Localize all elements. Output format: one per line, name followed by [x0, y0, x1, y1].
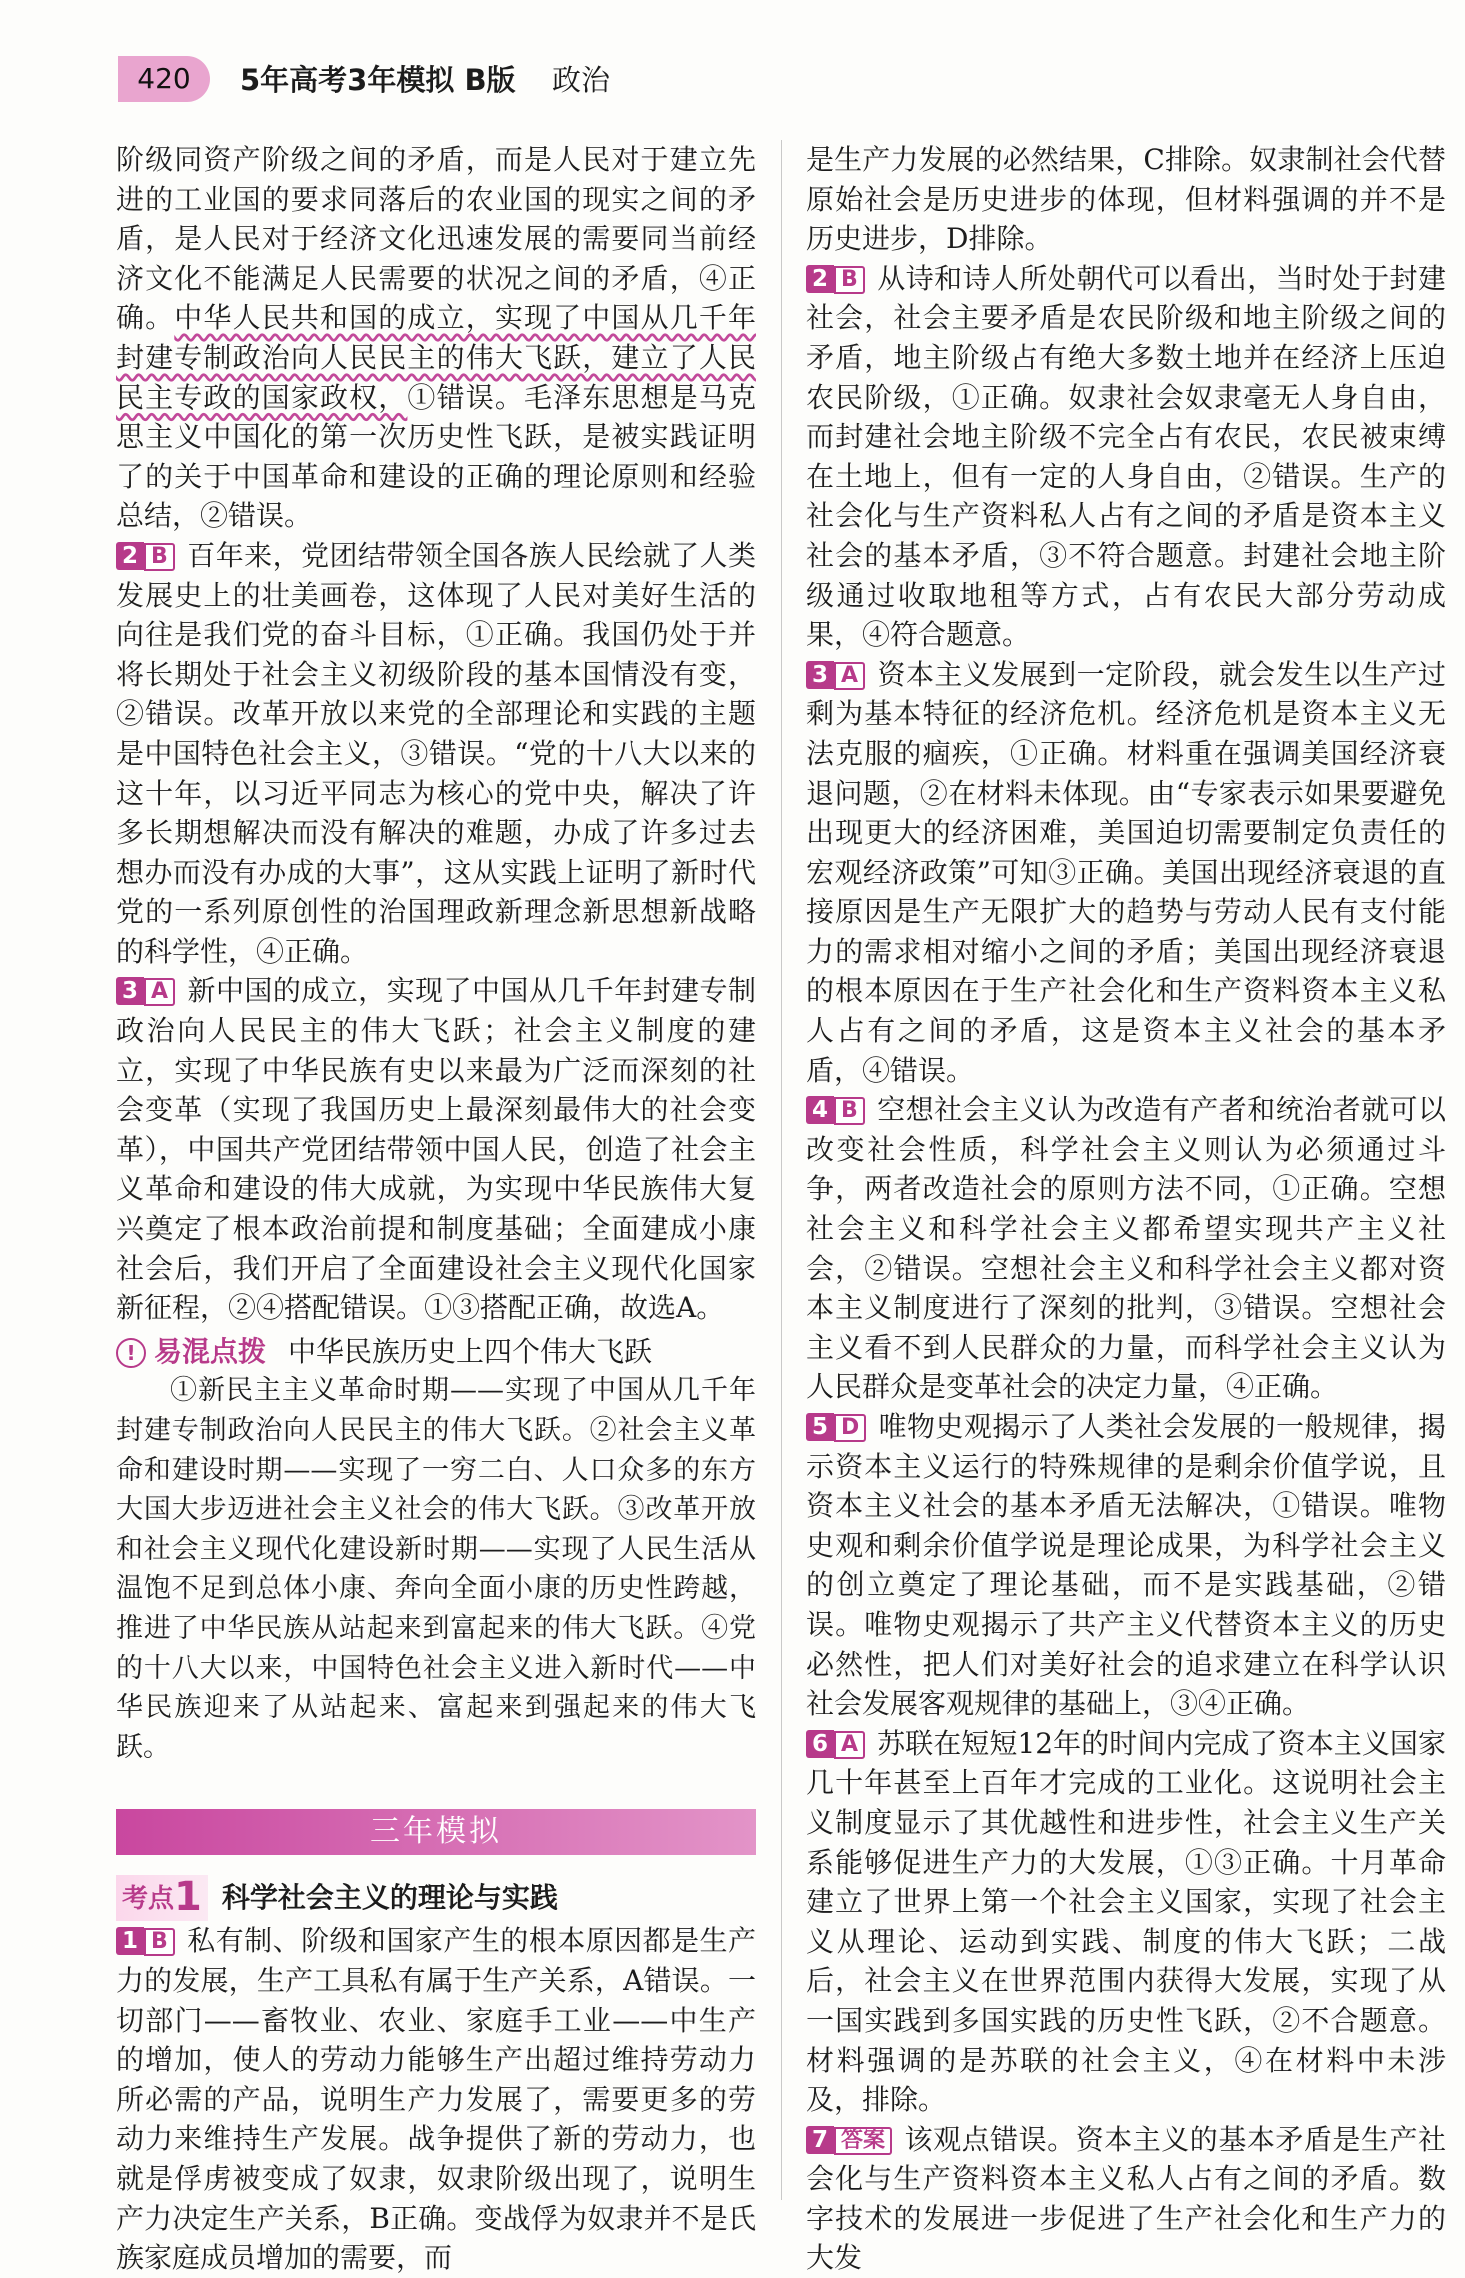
question-number: 3 [116, 977, 144, 1005]
left-column [116, 140, 756, 2278]
section-banner: 三年模拟 [116, 1809, 756, 1855]
page-number: 420 [118, 56, 210, 102]
answer-item [806, 2120, 1446, 2278]
tip-title: 中华民族历史上四个伟大飞跃 [288, 1334, 653, 1368]
question-number: 6 [806, 1730, 834, 1758]
answer-letter: B [834, 1097, 865, 1125]
answer-item [806, 1407, 1446, 1724]
tip-label: 易混点拨 [154, 1334, 267, 1368]
answer-letter: A [144, 978, 175, 1006]
question-number: 2 [116, 542, 144, 570]
explanation-text: 空想社会主义认为改造有产者和统治者就可以改变社会性质，科学社会主义则认为必须通过斗争，两者改造社会的原则方法不同，①正确。空想社会主义和科学社会主义都希望实现共产主义社会，②错误。空想社会主义和科学社会主义都对资本主义制度进行了深刻的批判，③错误。空想社会主义看不到人民群众的力量，而科学社会主义认为人民群众是变革社会的决定力量，④正确。 [806, 1093, 1446, 1404]
question-number: 7 [806, 2126, 834, 2154]
explanation-text: 私有制、阶级和国家产生的根本原因都是生产力的发展，生产工具私有属于生产关系，A错误。一切部门——畜牧业、农业、家庭手工业——中生产的增加，使人的劳动力能够生产出超过维持劳动力所必需的产品，说明生产力发展了，需要更多的劳动力来维持生产发展。战争提供了新的劳动力，也就是俘虏被变成了奴隶，奴隶阶级出现了，说明生产力决定生产关系，B正确。变战俘为奴隶并不是氏族家庭成员增加的需要，而 [116, 1924, 756, 2275]
explanation-text: 百年来，党团结带领全国各族人民绘就了人类发展史上的壮美画卷，这体现了人民对美好生活的向往是我们党的奋斗目标，①正确。我国仍处于并将长期处于社会主义初级阶段的基本国情没有变，②错误。改革开放以来党的全部理论和实践的主题是中国特色社会主义，③错误。“党的十八大以来的这十年，以习近平同志为核心的党中央，解决了许多长期想解决而没有解决的难题，办成了许多过去想办而没有办成的大事”，这从实践上证明了新时代党的一系列原创性的治国理政新理念新思想新战略的科学性，④正确。 [116, 538, 756, 968]
wavy-underlined-text: 中华人民共和国的成立，实现了中国从几千年封建专制政治向人民民主的伟大飞跃，建立了人民民主专政的国家政权， [116, 301, 756, 414]
answer-item [116, 536, 756, 972]
explanation-text: 新中国的成立，实现了中国从几千年封建专制政治向人民民主的伟大飞跃；社会主义制度的建立，实现了中华民族有史以来最为广泛而深刻的社会变革（实现了我国历史上最深刻最伟大的社会变革），中国共产党团结带领中国人民，创造了社会主义革命和建设的伟大成就，为实现中华民族伟大复兴奠定了根本政治前提和制度基础；全面建成小康社会后，我们开启了全面建设社会主义现代化国家新征程，②④搭配错误。①③搭配正确，故选A。 [116, 974, 756, 1325]
answer-item [116, 1921, 756, 2277]
exclamation-icon: ! [116, 1338, 146, 1368]
explanation-text: 从诗和诗人所处朝代可以看出，当时处于封建社会，社会主要矛盾是农民阶级和地主阶级之间的矛盾，地主阶级占有绝大多数土地并在经济上压迫农民阶级，①正确。奴隶社会奴隶毫无人身自由，而封建社会地主阶级不完全占有农民，农民被束缚在土地上，但有一定的人身自由，②错误。生产的社会化与生产资料私人占有之间的矛盾是资本主义社会的基本矛盾，③不符合题意。封建社会地主阶级通过收取地租等方式，占有农民大部分劳动成果，④符合题意。 [806, 261, 1446, 652]
answer-letter: B [144, 543, 175, 571]
book-title: 5年高考3年模拟 B版 [240, 63, 516, 97]
intro-paragraph [116, 140, 756, 536]
answer-letter: B [834, 266, 865, 294]
answer-item [806, 259, 1446, 655]
right-column [806, 140, 1446, 2278]
answer-letter: A [834, 662, 865, 690]
question-number: 3 [806, 661, 834, 689]
intro-text-end: ①错误。毛泽东思想是马克思主义中国化的第一次历史性飞跃，是被实践证明了的关于中国革命和建设的正确的理论原则和经验总结，②错误。 [116, 380, 756, 533]
explanation-text: 该观点错误。资本主义的基本矛盾是生产社会化与生产资料资本主义私人占有之间的矛盾。数字技术的发展进一步促进了生产社会化和生产力的大发 [806, 2122, 1446, 2275]
subject-label: 政治 [552, 63, 611, 97]
explanation-text: 资本主义发展到一定阶段，就会发生以生产过剩为基本特征的经济危机。经济危机是资本主义无法克服的痼疾，①正确。材料重在强调美国经济衰退问题，②在材料未体现。由“专家表示如果要避免出现更大的经济困难，美国迫切需要制定负责任的宏观经济政策”可知③正确。美国出现经济衰退的直接原因是生产无限扩大的趋势与劳动人民有支付能力的需求相对缩小之间的矛盾；美国出现经济衰退的根本原因在于生产社会化和生产资料资本主义私人占有之间的矛盾，这是资本主义社会的基本矛盾，④错误。 [806, 657, 1446, 1087]
kaodian-label: 考点 [122, 1884, 175, 1915]
tip-box [116, 1332, 756, 1768]
answer-item [116, 971, 756, 1327]
answer-item [806, 1724, 1446, 2120]
continuation-paragraph: 是生产力发展的必然结果，C排除。奴隶制社会代替原始社会是历史进步的体现，但材料强调的并不是历史进步，D排除。 [806, 143, 1446, 256]
question-number: 2 [806, 265, 834, 293]
question-number: 4 [806, 1096, 834, 1124]
question-number: 1 [116, 1927, 144, 1955]
page-header [0, 0, 1465, 120]
tip-body: ①新民主主义革命时期——实现了中国从几千年封建专制政治向人民民主的伟大飞跃。②社会主义革命和建设时期——实现了一穷二白、人口众多的东方大国大步迈进社会主义社会的伟大飞跃。③改革开放和社会主义现代化建设新时期——实现了人民生活从温饱不足到总体小康、奔向全面小康的历史性跨越，推进了中华民族从站起来到富起来的伟大飞跃。④党的十八大以来，中国特色社会主义进入新时代——中华民族迎来了从站起来、富起来到强起来的伟大飞跃。 [116, 1375, 756, 1763]
question-number: 5 [806, 1413, 834, 1441]
answer-item [806, 1090, 1446, 1407]
explanation-text: 苏联在短短12年的时间内完成了资本主义国家几十年甚至上百年才完成的工业化。这说明社会主义制度显示了其优越性和进步性，社会主义生产关系能够促进生产力的大发展，①③正确。十月革命建立了世界上第一个社会主义国家，实现了社会主义从理论、运动到实践、制度的伟大飞跃；二战后，社会主义在世界范围内获得大发展，实现了从一国实践到多国实践的历史性飞跃，②不合题意。材料强调的是苏联的社会主义，④在材料中未涉及，排除。 [806, 1726, 1446, 2117]
kaodian-heading [116, 1875, 756, 1921]
kaodian-title: 科学社会主义的理论与实践 [221, 1881, 558, 1915]
answer-item [806, 655, 1446, 1091]
answer-letter: A [834, 1731, 865, 1759]
answer-letter: B [144, 1928, 175, 1956]
answer-label: 答案 [834, 2127, 892, 2155]
column-divider [781, 140, 782, 2200]
intro-text: 阶级同资产阶级之间的矛盾，而是人民对于建立先进的工业国的要求同落后的农业国的现实之间的矛盾，是人民对于经济文化迅速发展的需要同当前经济文化不能满足人民需要的状况之间的矛盾，④正确。 [116, 143, 756, 335]
kaodian-number: 1 [174, 1874, 202, 1921]
kaodian-badge [116, 1875, 208, 1921]
answer-letter: D [834, 1414, 866, 1442]
explanation-text: 唯物史观揭示了人类社会发展的一般规律，揭示资本主义运行的特殊规律的是剩余价值学说，且资本主义社会的基本矛盾无法解决，①错误。唯物史观和剩余价值学说是理论成果，为科学社会主义的创立奠定了理论基础，而不是实践基础，②错误。唯物史观揭示了共产主义代替资本主义的历史必然性，把人们对美好社会的追求建立在科学认识社会发展客观规律的基础上，③④正确。 [806, 1410, 1446, 1721]
